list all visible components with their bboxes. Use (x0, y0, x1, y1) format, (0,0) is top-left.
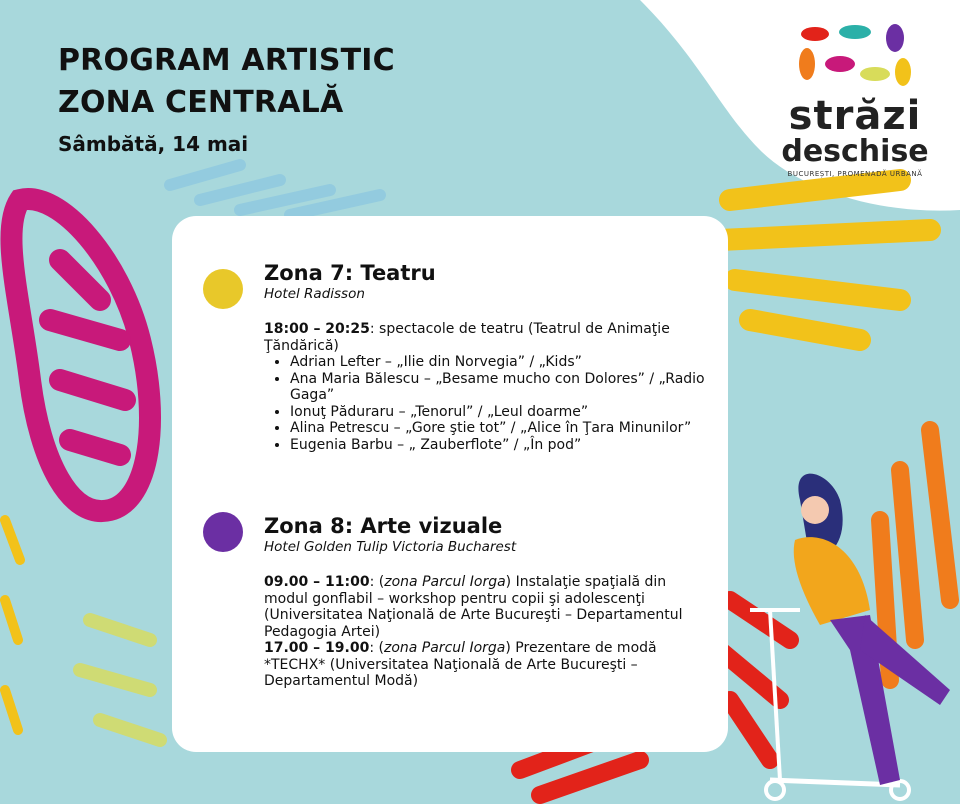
list-item: • Ionuţ Păduraru – „Tenorul” / „Leul doarme” (290, 404, 714, 421)
zone7-title: Zona 7: Teatru (264, 261, 436, 285)
zone8-event-2 (264, 640, 714, 690)
zone8-event2-description: ) Prezentare de modă *TECHX* (Universitatea Naţională de Arte Bucureşti – Departamentul Modă) (264, 640, 657, 689)
blue-stripe-shapes (170, 165, 380, 215)
zone8-event1-description: ) Instalaţie spaţială din modul gonflabil – workshop pentru copii şi adolescenţi (Universitatea Naţională de Arte Bucureşti – Departamentul Pedagogia Artei) (264, 574, 683, 640)
zone8-title: Zona 8: Arte vizuale (264, 514, 503, 538)
zone7-description: : spectacole de teatru (Teatrul de Animaţie Ţăndărică) (264, 321, 670, 354)
zone8-event1-prefix: : ( (369, 574, 385, 590)
zone8-event-1 (264, 574, 714, 640)
page-title-line1: PROGRAM ARTISTIC (58, 43, 395, 78)
zone7-body (264, 321, 714, 453)
strazi-deschise-logo (780, 22, 930, 178)
list-item: • Ana Maria Bălescu – „Besame mucho con Dolores” / „Radio Gaga” (290, 371, 714, 404)
zone8-section (264, 513, 714, 690)
magenta-footprint-shape (11, 199, 150, 511)
zone8-event1-time: 09.00 – 11:00 (264, 574, 370, 590)
event-date: Sâmbătă, 14 mai (58, 132, 249, 156)
program-card (172, 216, 728, 752)
zone8-venue: Hotel Golden Tulip Victoria Bucharest (264, 539, 517, 555)
zone7-yellow-dot-icon (203, 269, 243, 309)
zone8-body (264, 574, 714, 690)
list-item: • Alina Petrescu – „Gore ştie tot” / „Alice în Ţara Minunilor” (290, 420, 714, 437)
zone7-performance-list (264, 354, 714, 453)
footprints-logo-icon (795, 22, 915, 92)
zone8-event1-place: zona Parcul Iorga (384, 574, 506, 590)
header (58, 40, 395, 156)
logo-word-deschise: deschise (781, 134, 929, 169)
zone8-event2-time: 17.00 – 19.00 (264, 640, 370, 656)
zone7-venue: Hotel Radisson (264, 286, 365, 302)
zone8-purple-dot-icon (203, 512, 243, 552)
list-item: • Adrian Lefter – „Ilie din Norvegia” / „Kids” (290, 354, 714, 371)
logo-word-strazi: străzi (788, 93, 922, 139)
zone7-section (264, 260, 714, 453)
zone8-event2-prefix: : ( (369, 640, 384, 656)
zone7-time: 18:00 – 20:25 (264, 321, 370, 337)
yellow-green-bottom-shape (80, 620, 160, 740)
page-title-line2: ZONA CENTRALĂ (58, 85, 344, 120)
zone8-event2-place: zona Parcul Iorga (383, 640, 506, 656)
logo-tagline: BUCUREȘTI, PROMENADĂ URBANĂ (787, 170, 923, 178)
yellow-left-edge-shape (5, 520, 20, 730)
list-item: • Eugenia Barbu – „ Zauberflote” / „În pod” (290, 437, 714, 454)
